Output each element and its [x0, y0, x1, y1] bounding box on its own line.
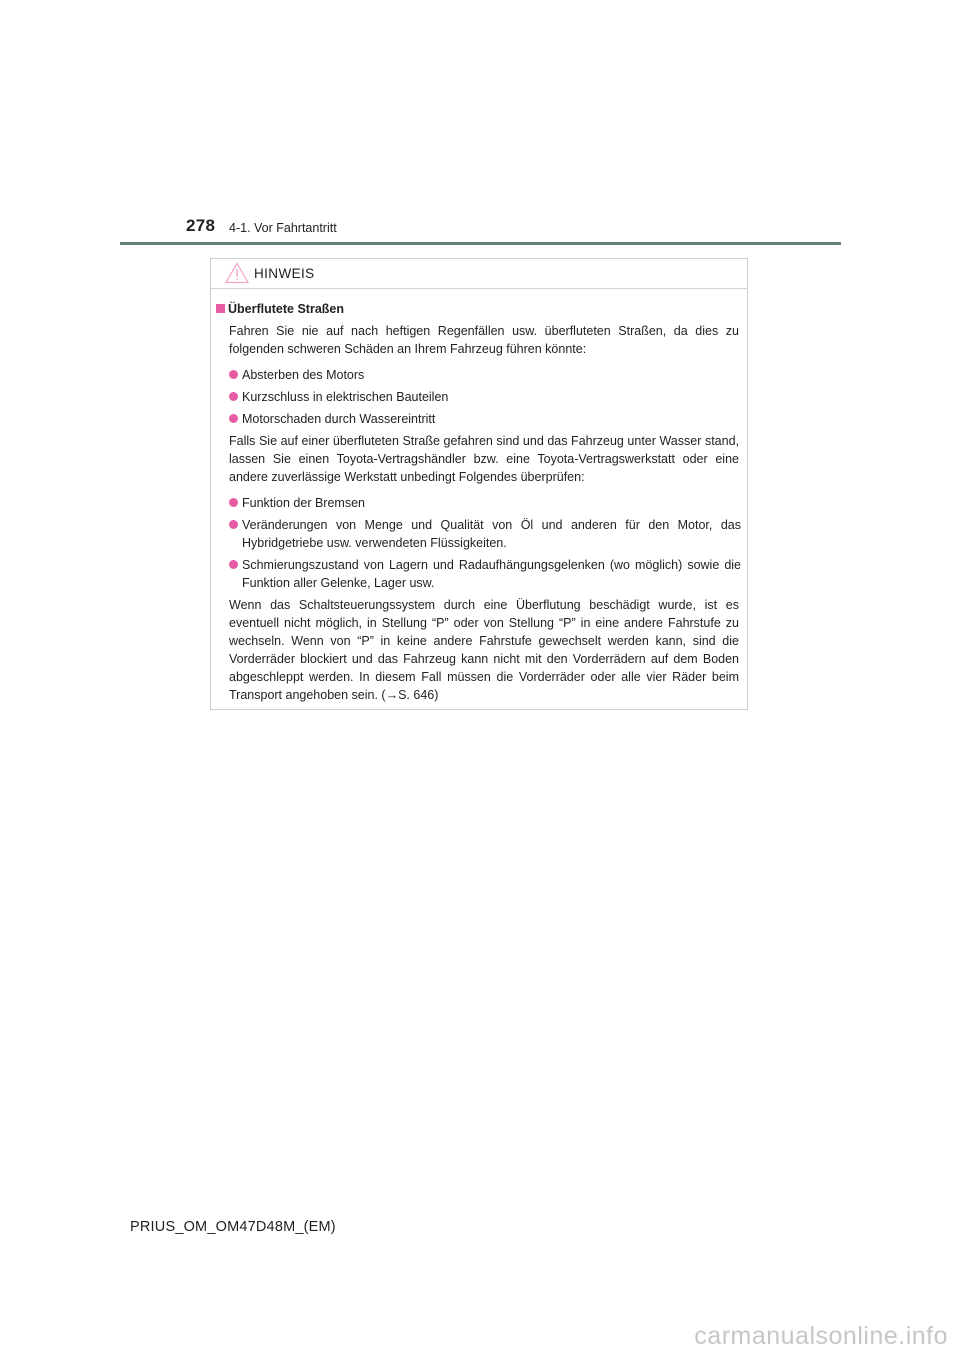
list-item [211, 516, 747, 552]
notice-box [210, 258, 748, 710]
list-item-text: Funktion der Bremsen [242, 496, 365, 510]
list-item [211, 366, 747, 384]
round-bullet-icon [229, 520, 238, 529]
list-item [211, 556, 747, 592]
round-bullet-icon [229, 392, 238, 401]
list-item [211, 388, 747, 406]
round-bullet-icon [229, 414, 238, 423]
list-item-text: Veränderungen von Menge und Qualität von Öl und anderen für den Motor, das Hybridgetriebe usw. verwendeten Flüssigkeiten. [242, 518, 741, 550]
watermark: carmanualsonline.info [694, 1322, 948, 1350]
list-item-text: Kurzschluss in elektrischen Bauteilen [242, 390, 449, 404]
list-item-text: Motorschaden durch Wassereintritt [242, 412, 436, 426]
section-title: 4-1. Vor Fahrtantritt [229, 221, 337, 235]
round-bullet-icon [229, 560, 238, 569]
closing-paragraph: Wenn das Schaltsteuerungssystem durch eine Überflutung beschädigt wurde, ist es eventuell nicht möglich, in Stellung “P” oder von Stellung “P” in eine andere Fahrstufe zu wechseln. Wenn von “P” in keine andere Fahrstufe gewechselt werden kann, sind die Vorderräder blockiert und das Fahrzeug kann nicht mit den Vorderrädern auf dem Boden abgeschleppt werden. In diesem Fall müssen die Vorderräder oder alle vier Räder beim Transport angehoben sein. (→S. 646) [229, 598, 739, 702]
list-item-text: Schmierungszustand von Lagern und Radaufhängungsgelenken (wo möglich) sowie die Funktion aller Gelenke, Lager usw. [242, 558, 741, 590]
header-divider [120, 242, 841, 245]
list-item [211, 494, 747, 512]
subheading-text: Überflutete Straßen [228, 302, 344, 316]
check-intro-paragraph: Falls Sie auf einer überfluteten Straße gefahren sind und das Fahrzeug unter Wasser stand, lassen Sie einen Toyota-Vertragshändler bzw. eine Toyota-Vertragswerkstatt oder eine andere zuverlässige Werkstatt unbedingt Folgendes überprüfen: [229, 434, 739, 484]
round-bullet-icon [229, 498, 238, 507]
page-number: 278 [186, 216, 216, 235]
notice-header [211, 259, 747, 289]
notice-title: HINWEIS [254, 266, 315, 281]
round-bullet-icon [229, 370, 238, 379]
intro-paragraph: Fahren Sie nie auf nach heftigen Regenfällen usw. überfluteten Straßen, da dies zu folgenden schweren Schäden an Ihrem Fahrzeug führen könnte: [229, 324, 739, 356]
subheading [211, 300, 747, 318]
list-item [211, 410, 747, 428]
warning-triangle-icon [225, 262, 249, 284]
manual-code: PRIUS_OM_OM47D48M_(EM) [130, 1219, 336, 1235]
square-bullet-icon [216, 304, 225, 313]
list-item-text: Absterben des Motors [242, 368, 365, 382]
notice-body [211, 300, 747, 704]
